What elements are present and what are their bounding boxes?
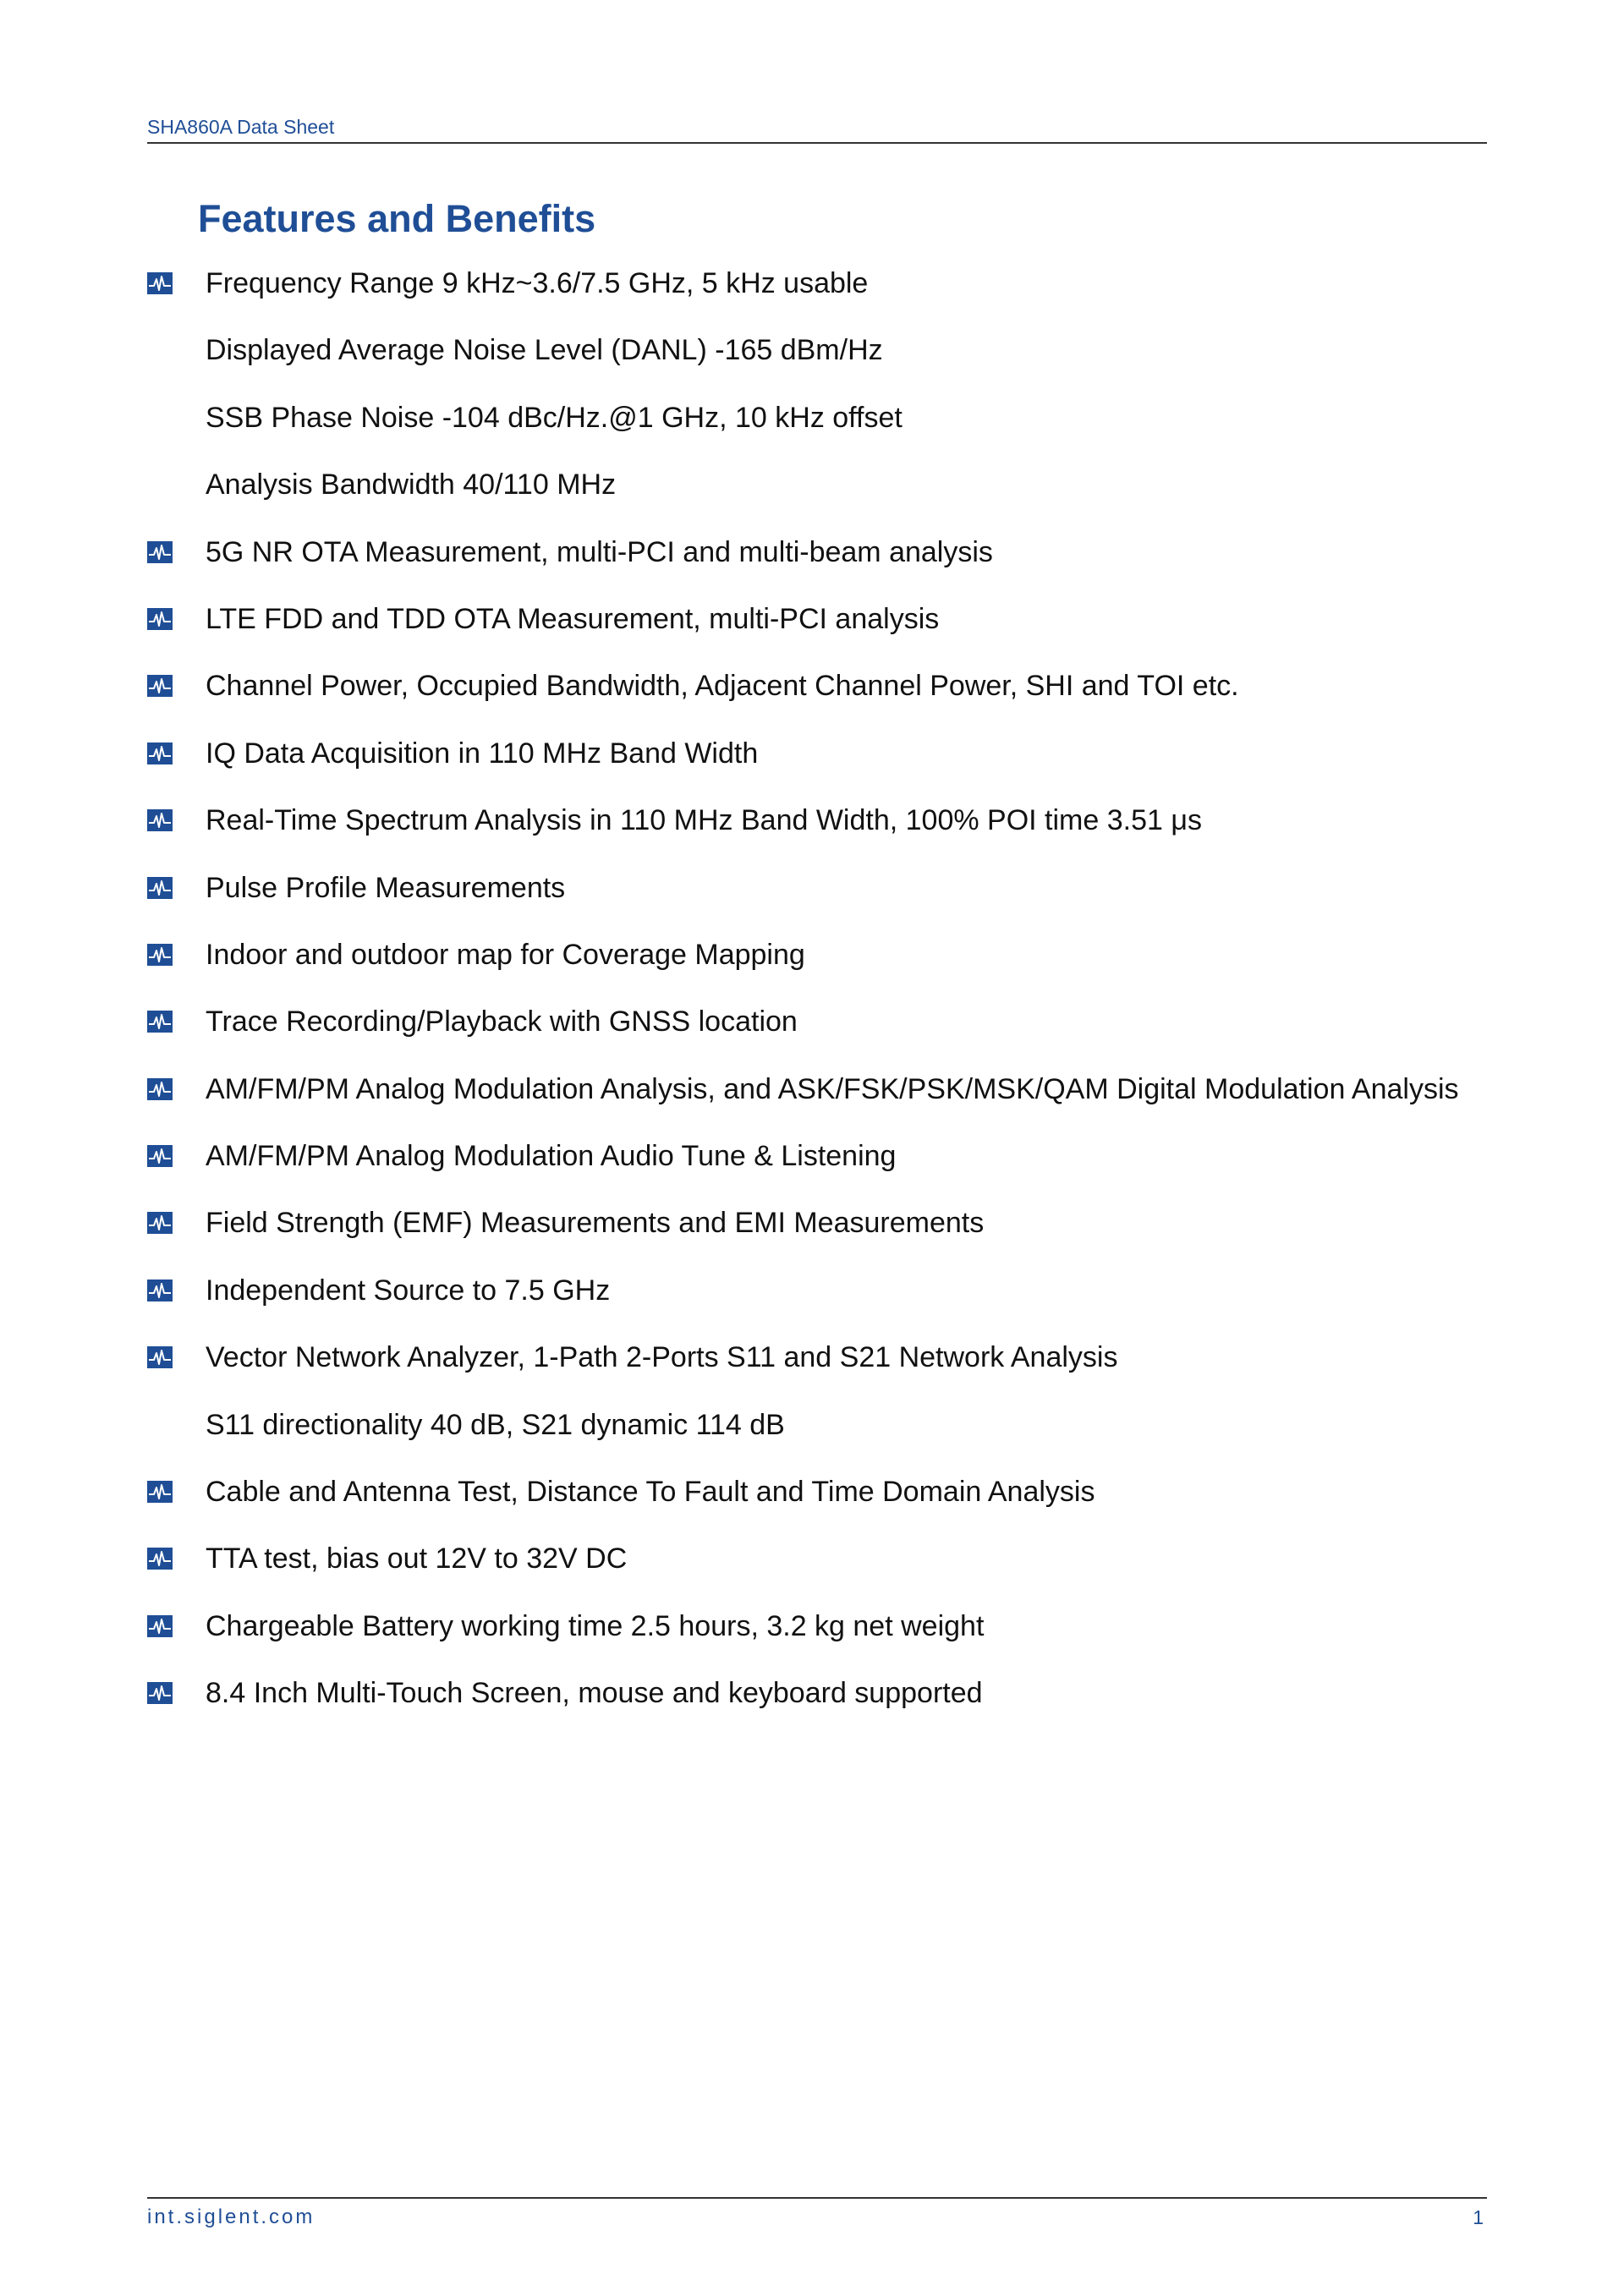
feature-item [147, 326, 1501, 393]
feature-text: TTA test, bias out 12V to 32V DC [206, 1543, 628, 1575]
waveform-bullet-icon [147, 1078, 173, 1100]
feature-item [147, 1267, 1501, 1334]
feature-text: Independent Source to 7.5 GHz [206, 1274, 611, 1307]
waveform-bullet-icon [147, 1346, 173, 1368]
feature-text: Real-Time Spectrum Analysis in 110 MHz Band Width, 100% POI time 3.51 μs [206, 804, 1202, 837]
feature-text: Frequency Range 9 kHz~3.6/7.5 GHz, 5 kHz usable [206, 267, 869, 299]
feature-item [147, 260, 1501, 326]
waveform-bullet-icon [147, 809, 173, 831]
waveform-bullet-icon [147, 272, 173, 294]
feature-text: Channel Power, Occupied Bandwidth, Adjacent Channel Power, SHI and TOI etc. [206, 670, 1239, 703]
waveform-bullet-icon [147, 1011, 173, 1033]
feature-item [147, 1535, 1501, 1602]
feature-text: Pulse Profile Measurements [206, 871, 566, 904]
waveform-bullet-icon [147, 1212, 173, 1234]
waveform-bullet-icon [147, 877, 173, 899]
feature-item [147, 662, 1501, 729]
feature-item [147, 1669, 1501, 1736]
feature-text: Trace Recording/Playback with GNSS location [206, 1006, 798, 1038]
feature-item [147, 1401, 1501, 1468]
feature-item [147, 1334, 1501, 1400]
feature-text: LTE FDD and TDD OTA Measurement, multi-PCI analysis [206, 602, 940, 635]
feature-text: Chargeable Battery working time 2.5 hours, 3.2 kg net weight [206, 1609, 985, 1642]
feature-text: Indoor and outdoor map for Coverage Mapping [206, 938, 805, 971]
feature-text: AM/FM/PM Analog Modulation Audio Tune & Listening [206, 1140, 897, 1173]
footer-url[interactable]: int.siglent.com [147, 2206, 315, 2228]
feature-item [147, 730, 1501, 797]
feature-text: Analysis Bandwidth 40/110 MHz [206, 469, 617, 501]
header-divider [147, 142, 1487, 144]
waveform-bullet-icon [147, 1615, 173, 1637]
feature-item [147, 529, 1501, 595]
waveform-bullet-icon [147, 944, 173, 966]
waveform-bullet-icon [147, 743, 173, 764]
feature-text: Vector Network Analyzer, 1-Path 2-Ports S11 and S21 Network Analysis [206, 1341, 1118, 1374]
feature-item [147, 461, 1501, 528]
feature-text: IQ Data Acquisition in 110 MHz Band Width [206, 737, 759, 770]
feature-text: SSB Phase Noise -104 dBc/Hz.@1 GHz, 10 kHz offset [206, 401, 903, 434]
feature-item [147, 1199, 1501, 1266]
feature-item [147, 394, 1501, 461]
feature-item [147, 998, 1501, 1065]
section-title: Features and Benefits [198, 197, 596, 240]
feature-text: 8.4 Inch Multi-Touch Screen, mouse and keyboard supported [206, 1677, 983, 1710]
waveform-bullet-icon [147, 1682, 173, 1704]
feature-list [147, 260, 1501, 1737]
waveform-bullet-icon [147, 541, 173, 563]
page-number: 1 [1473, 2206, 1484, 2228]
feature-text: S11 directionality 40 dB, S21 dynamic 114 dB [206, 1408, 785, 1441]
waveform-bullet-icon [147, 608, 173, 630]
page-footer [147, 2197, 1487, 2231]
feature-text: Field Strength (EMF) Measurements and EMI Measurements [206, 1207, 985, 1240]
feature-text: Displayed Average Noise Level (DANL) -165 dBm/Hz [206, 334, 883, 367]
waveform-bullet-icon [147, 675, 173, 697]
waveform-bullet-icon [147, 1280, 173, 1301]
waveform-bullet-icon [147, 1145, 173, 1167]
feature-item [147, 1603, 1501, 1669]
feature-text: Cable and Antenna Test, Distance To Fault and Time Domain Analysis [206, 1476, 1095, 1509]
feature-item [147, 797, 1501, 863]
feature-item [147, 931, 1501, 998]
waveform-bullet-icon [147, 1481, 173, 1503]
page-header [147, 115, 1487, 144]
feature-text: AM/FM/PM Analog Modulation Analysis, and ASK/FSK/PSK/MSK/QAM Digital Modulation Analysis [206, 1072, 1459, 1105]
header-title: SHA860A Data Sheet [147, 116, 335, 138]
footer-divider [147, 2197, 1487, 2199]
feature-item [147, 1066, 1501, 1132]
waveform-bullet-icon [147, 1548, 173, 1570]
feature-text: 5G NR OTA Measurement, multi-PCI and multi-beam analysis [206, 535, 993, 568]
feature-item [147, 1132, 1501, 1199]
feature-item [147, 864, 1501, 931]
feature-item [147, 595, 1501, 662]
feature-item [147, 1468, 1501, 1535]
